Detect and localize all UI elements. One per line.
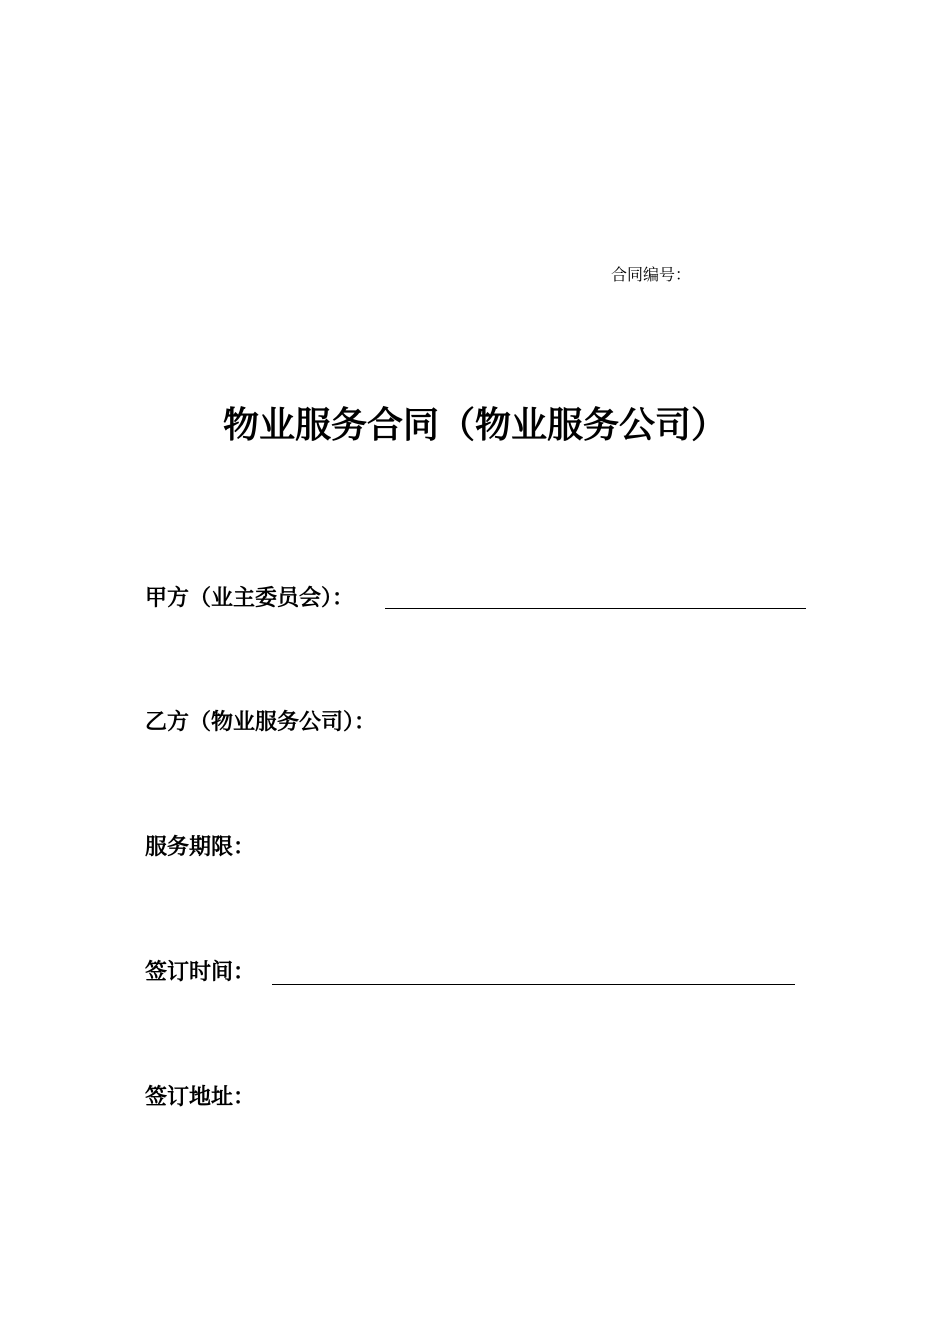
party-a-fill-line xyxy=(385,608,806,609)
signing-time-label: 签订时间： xyxy=(145,960,256,985)
party-b-label: 乙方（物业服务公司）： xyxy=(145,710,377,735)
service-period-label: 服务期限： xyxy=(145,835,256,860)
signing-address-label: 签订地址： xyxy=(145,1085,256,1110)
contract-number-label: 合同编号： xyxy=(611,265,692,284)
party-a-label: 甲方（业主委员会）： xyxy=(145,586,355,611)
signing-time-fill-line xyxy=(272,984,795,985)
document-title: 物业服务合同（物业服务公司） xyxy=(222,405,727,446)
